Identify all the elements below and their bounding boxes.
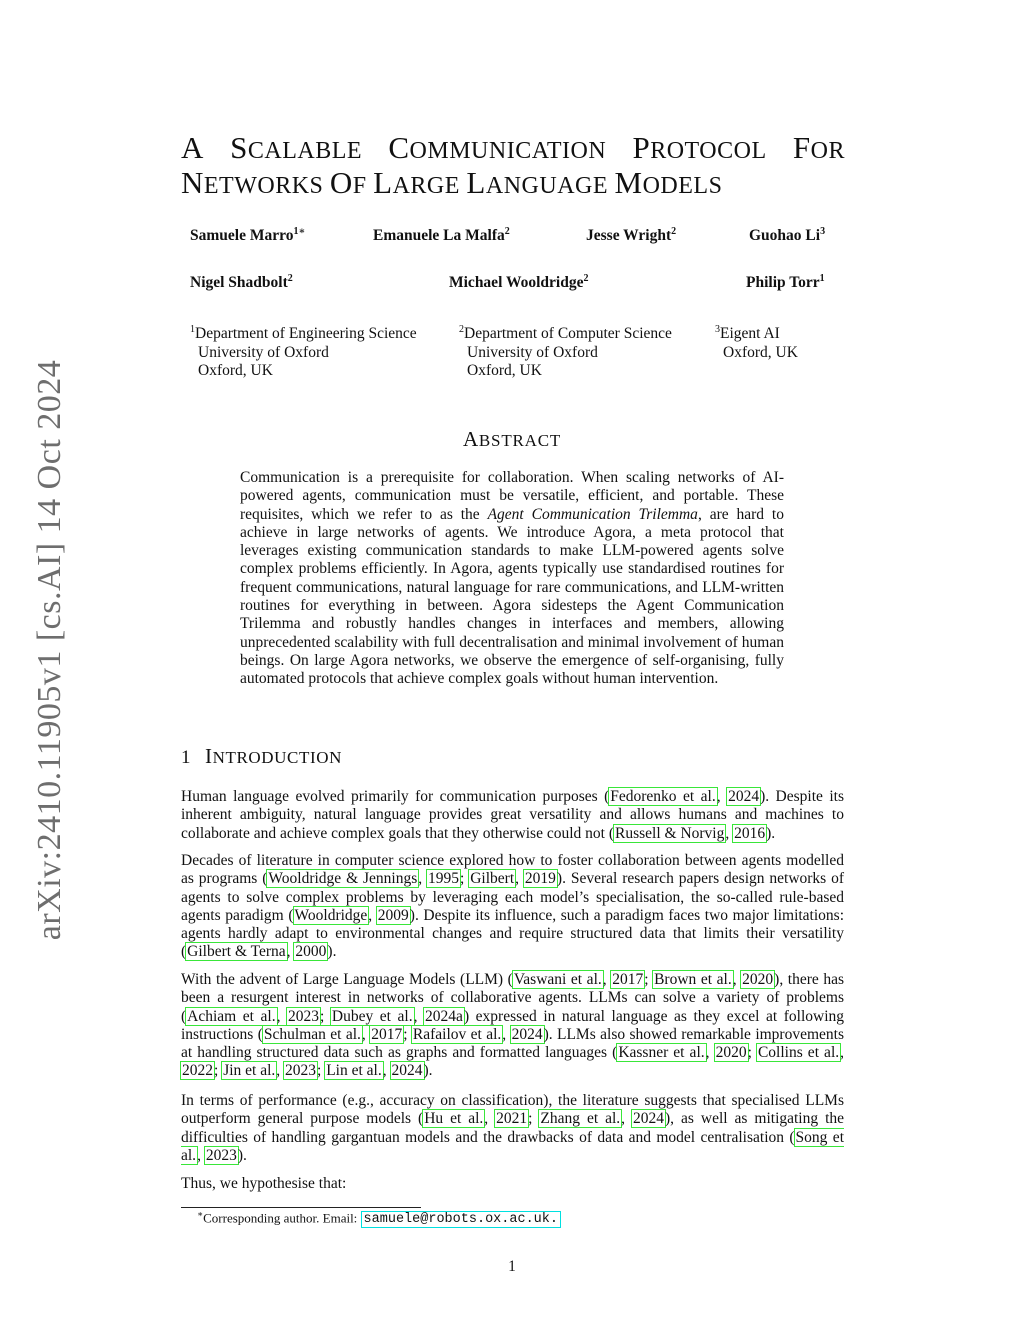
- title.line2-word: MODELS: [614, 165, 723, 200]
- author-jesse-wright: Jesse Wright$^2$: [586, 226, 677, 245]
- paragraph-5: Thus, we hypothesise that:: [181, 1175, 347, 1192]
- author-samuele-marro: Samuele Marro$^{1∗}$: [190, 226, 306, 245]
- citation-link[interactable]: Russell & Norvig: [615, 824, 725, 842]
- citation-link[interactable]: Gilbert & Terna: [187, 943, 286, 961]
- citation-link[interactable]: Fedorenko et al.: [610, 788, 716, 805]
- citation-link[interactable]: Wooldridge: [294, 906, 368, 924]
- citation-link[interactable]: 2024: [391, 1062, 423, 1080]
- citation-link[interactable]: Hu et al.: [424, 1110, 484, 1128]
- citation-link[interactable]: Zhang et al.: [540, 1110, 621, 1128]
- citation-link[interactable]: 2023: [205, 1146, 237, 1164]
- paragraph-1: Human language evolved primarily for communication purposes (Fedorenko et al., 2024). Despite its inherent ambiguity, natural language provides great versatility and allows humans and machines to collaborate and achieve complex goals that they otherwise could not (Russell & Norvig, 2016).: [181, 788, 845, 842]
- citation-link[interactable]: Wooldridge & Jennings: [268, 870, 418, 888]
- citation-link[interactable]: 2024: [728, 788, 760, 805]
- citation-link[interactable]: Schulman et al.: [263, 1025, 361, 1043]
- citation-link[interactable]: Vaswani et al.: [513, 971, 602, 988]
- citation-link[interactable]: Dubey et al.: [331, 1007, 413, 1025]
- citation-link[interactable]: 2000: [295, 943, 327, 961]
- paper-title-line1: [181, 131, 845, 168]
- author-nigel-shadbolt: Nigel Shadbolt$^2$: [190, 273, 293, 292]
- citation-link[interactable]: 2024: [511, 1025, 543, 1043]
- citation-link[interactable]: 2019: [524, 870, 556, 888]
- footnote-rule: [181, 1207, 421, 1208]
- author-guohao-li: Guohao Li$^3$: [749, 226, 826, 245]
- citation-link[interactable]: Achiam et al.: [187, 1007, 276, 1025]
- section-heading-introduction: 1 INTRODUCTION: [181, 744, 342, 768]
- citation-link[interactable]: 2020: [742, 971, 774, 988]
- title.line1-word: FOR: [792, 130, 845, 165]
- author-emanuele-la-malfa: Emanuele La Malfa$^2$: [373, 226, 510, 245]
- citation-link[interactable]: 2009: [377, 906, 409, 924]
- citation-link[interactable]: 2023: [285, 1062, 317, 1080]
- title.line1-word: SCALABLE: [230, 130, 363, 165]
- title.line2-word: LANGUAGE: [466, 165, 609, 200]
- citation-link[interactable]: Rafailov et al.: [412, 1025, 502, 1043]
- citation-link[interactable]: 2016: [734, 824, 766, 842]
- citation-link[interactable]: 2017: [612, 971, 644, 988]
- citation-link[interactable]: 1995: [428, 870, 460, 888]
- citation-link[interactable]: 2017: [371, 1025, 403, 1043]
- citation-link[interactable]: 2024: [633, 1110, 665, 1128]
- citation-link[interactable]: 2022: [182, 1062, 213, 1080]
- abstract-heading: ABSTRACT: [462, 427, 562, 451]
- title.line2-word: NETWORKS: [181, 165, 324, 200]
- citation-link[interactable]: 2024a: [425, 1007, 463, 1025]
- citation-link[interactable]: Jin et al.: [223, 1062, 276, 1080]
- affiliation-2: $^2$Department of Computer Science University of Oxford Oxford, UK: [459, 324, 672, 380]
- citation-link[interactable]: 2023: [288, 1007, 320, 1025]
- paper-title-line2: [181, 166, 845, 203]
- email-link[interactable]: samuele@robots.ox.ac.uk.: [361, 1211, 561, 1228]
- citation-link[interactable]: 2020: [715, 1044, 747, 1062]
- page-number: 1: [508, 1258, 516, 1275]
- title.line2-word: LARGE: [373, 165, 460, 200]
- paragraph-3: With the advent of Large Language Models (LLM) (Vaswani et al., 2017; Brown et al., 2020), there has been a resurgent interest in networks of collaborative agents. LLMs can solve a variety of problems (Achiam et al., 2023; Dubey et al., 2024a) expressed in natural language as they excel at following instructions (Schulman et al., 2017; Rafailov et al., 2024). LLMs also showed remarkable improvements at handling structured data such as graphs and formatted languages (Kassner et al., 2020; Collins et al., 2022; Jin et al., 2023; Lin et al., 2024).: [181, 971, 845, 1080]
- citation-link[interactable]: 2021: [496, 1110, 528, 1128]
- citation-link[interactable]: Brown et al.: [654, 971, 732, 988]
- title.line1-word: COMMUNICATION: [388, 130, 607, 165]
- footnote: ∗Corresponding author. Email: samuele@robots.ox.ac.uk.: [197, 1209, 561, 1227]
- citation-link[interactable]: Song et al.: [181, 1128, 844, 1164]
- abstract-body: Communication is a prerequisite for collaboration. When scaling networks of AI-powered agents, communication must be versatile, efficient, and portable. These requisites, which we refer to as the Agent Communication Trilemma, are hard to achieve in large networks of agents. We introduce Agora, a meta protocol that leverages existing communication standards to make LLM-powered agents solve complex problems efficiently. In Agora, agents typically use standardised routines for frequent communications, natural language for rare communications, and LLM-written routines for everything in between. Agora sidesteps the Agent Communication Trilemma and robustly handles changes in interfaces and members, allowing unprecedented scalability with full decentralisation and minimal involvement of human beings. On large Agora networks, we observe the emergence of self-organising, fully automated protocols that achieve complex goals without human intervention.: [240, 469, 784, 688]
- author-michael-wooldridge: Michael Wooldridge$^2$: [449, 273, 589, 292]
- citation-link[interactable]: Kassner et al.: [618, 1044, 705, 1062]
- author-philip-torr: Philip Torr$^1$: [746, 273, 825, 292]
- affiliation-1: $^1$Department of Engineering Science University of Oxford Oxford, UK: [190, 324, 417, 380]
- affiliation-3: $^3$Eigent AI Oxford, UK: [715, 324, 798, 361]
- citation-link[interactable]: Gilbert: [470, 870, 515, 888]
- citation-link[interactable]: Collins et al.: [757, 1044, 840, 1062]
- title.line2-word: OF: [329, 165, 367, 200]
- paragraph-4: In terms of performance (e.g., accuracy on classification), the literature suggests that specialised LLMs outperform general purpose models (Hu et al., 2021; Zhang et al., 2024), as well as mitigating the difficulties of handling gargantuan models and the drawbacks of data and model centralisation (Song et al., 2023).: [181, 1092, 845, 1164]
- paragraph-2: Decades of literature in computer science explored how to foster collaboration between agents modelled as programs (Wooldridge & Jennings, 1995; Gilbert, 2019). Several research papers design networks of agents to solve complex problems by leveraging each model’s specialisation, the so-called rule-based agents paradigm (Wooldridge, 2009). Despite its influence, such a paradigm faces two major limitations: agents hardly adapt to environmental changes and require structured data that limits their versatility (Gilbert & Terna, 2000).: [181, 852, 845, 961]
- title.line1-word: A: [181, 130, 204, 165]
- title.line1-word: PROTOCOL: [632, 130, 767, 165]
- citation-link[interactable]: Lin et al.: [326, 1062, 382, 1080]
